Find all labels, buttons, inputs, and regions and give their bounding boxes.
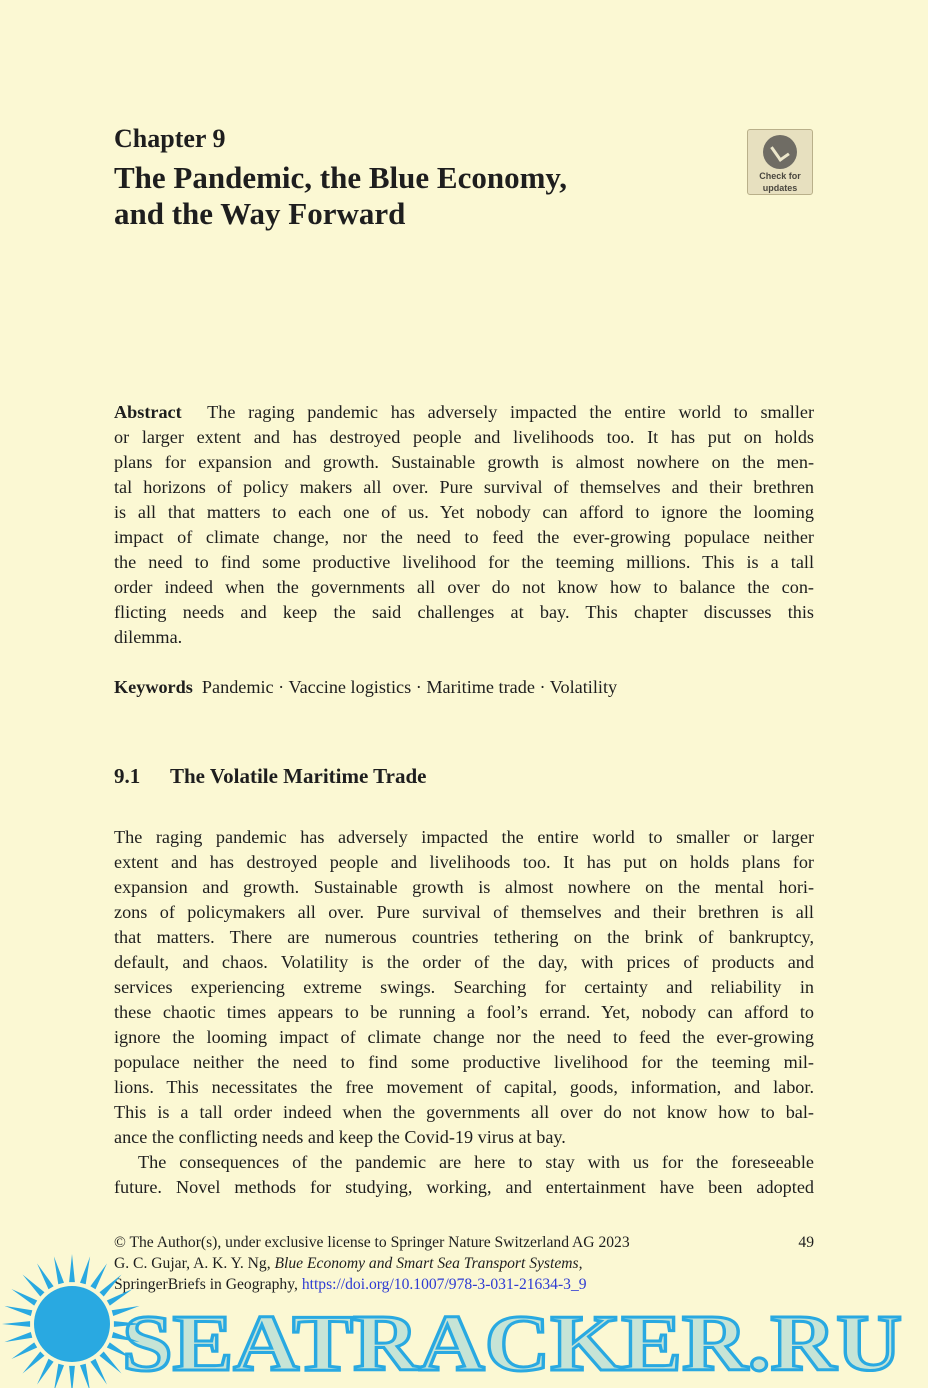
sun-ray [23,1275,45,1297]
seatracker-watermark [0,1248,928,1388]
sun-ray [23,1352,45,1374]
body-line: expansion and growth. Sustainable growth is almost nowhere on the mental hori- [114,877,814,897]
page-number: 49 [798,1234,814,1251]
sun-ray [11,1342,37,1359]
section-title: The Volatile Maritime Trade [170,764,427,788]
section-number: 9.1 [114,764,141,788]
copyright-line: © The Author(s), under exclusive license to Springer Nature Switzerland AG 2023 [114,1234,630,1251]
sun-ray [2,1321,30,1327]
body-line: future. Novel methods for studying, working, and entertainment have been adopted [114,1177,814,1197]
keywords [114,675,617,700]
sun-ray [100,1275,122,1297]
doi-link[interactable]: https://doi.org/10.1007/978-3-031-21634-3_9 [301,1276,587,1293]
badge-label-2: updates [762,183,798,193]
body-line: ance the conflicting needs and keep the Covid-19 virus at bay. [114,1127,566,1147]
sun-ray [37,1359,54,1385]
watermark-text: SEATRACKER.RU [122,1300,902,1388]
sun-ray [69,1366,75,1388]
section-body [114,825,814,1200]
body-line: The raging pandemic has adversely impacted the entire world to smaller or larger [114,827,814,847]
abstract-line: impact of climate change, nor the need to feed the ever-growing populace neither [114,527,814,547]
abstract-line: or larger extent and has destroyed people and livelihoods too. It has put on holds [114,427,814,447]
abstract-line: plans for expansion and growth. Sustainable growth is almost nowhere on the men- [114,452,814,472]
check-for-updates-badge[interactable] [747,129,813,195]
keywords-label: Keywords [114,677,193,697]
sun-ray [11,1289,37,1306]
citation-authors: G. C. Gujar, A. K. Y. Ng, [114,1255,271,1272]
chapter-label: Chapter 9 [114,124,226,153]
abstract-line: The raging pandemic has adversely impacted the entire world to smaller [207,402,815,422]
abstract-line: order indeed when the governments all over do not know how to balance the con- [114,577,814,597]
sun-ray [80,1364,90,1388]
sun-logo-icon [2,1254,142,1388]
sun-ray [54,1364,64,1388]
abstract-line: tal horizons of policy makers all over. Pure survival of themselves and their brethren [114,477,814,497]
sun-ray [90,1263,107,1289]
sun-ray [100,1352,122,1374]
body-line: ignore the looming impact of climate change nor the need to feed the ever-growing [114,1027,814,1047]
citation-series: SpringerBriefs in Geography, [114,1276,298,1293]
body-line: extent and has destroyed people and livelihoods too. It has put on holds plans for [114,852,814,872]
section-heading [114,764,426,789]
sun-ray [4,1332,32,1342]
badge-label-1: Check for [759,171,801,181]
body-line: that matters. There are numerous countries tethering on the brink of bankruptcy, [114,927,814,947]
sun-ray [4,1306,32,1316]
sun-ray [37,1263,54,1289]
sun-ray [80,1256,90,1284]
keywords-list: Pandemic · Vaccine logistics · Maritime trade · Volatility [201,677,618,697]
sun-ray [54,1256,64,1284]
body-line: these chaotic times appears to be running a fool’s errand. Yet, nobody can afford to [114,1002,814,1022]
body-line: The consequences of the pandemic are here to stay with us for the foreseeable [138,1152,814,1172]
body-line: lions. This necessitates the free movement of capital, goods, information, and labor. [114,1077,814,1097]
abstract-line: flicting needs and keep the said challenges at bay. This chapter discusses this [114,602,814,622]
abstract-label: Abstract [114,402,182,422]
sun-ray [90,1359,107,1385]
body-line: default, and chaos. Volatility is the order of the day, with prices of products and [114,952,814,972]
sun-ray [69,1254,75,1282]
abstract-line: the need to find some productive livelihood for the teeming millions. This is a tall [114,552,814,572]
chapter-title-line-1: The Pandemic, the Blue Economy, [114,160,567,195]
abstract-line: is all that matters to each one of us. Yet nobody can afford to ignore the looming [114,502,814,522]
abstract-line: dilemma. [114,627,183,647]
body-line: services experiencing extreme swings. Searching for certainty and reliability in [114,977,814,997]
body-line: This is a tall order indeed when the governments all over do not know how to bal- [114,1102,814,1122]
citation-book-title: Blue Economy and Smart Sea Transport Systems, [274,1255,583,1272]
body-line: zons of policymakers all over. Pure survival of themselves and their brethren is all [114,902,814,922]
chapter-title-line-2: and the Way Forward [114,196,406,231]
check-updates-icon [763,135,797,169]
abstract [114,400,814,650]
body-line: populace neither the need to find some productive livelihood for the teeming mil- [114,1052,814,1072]
